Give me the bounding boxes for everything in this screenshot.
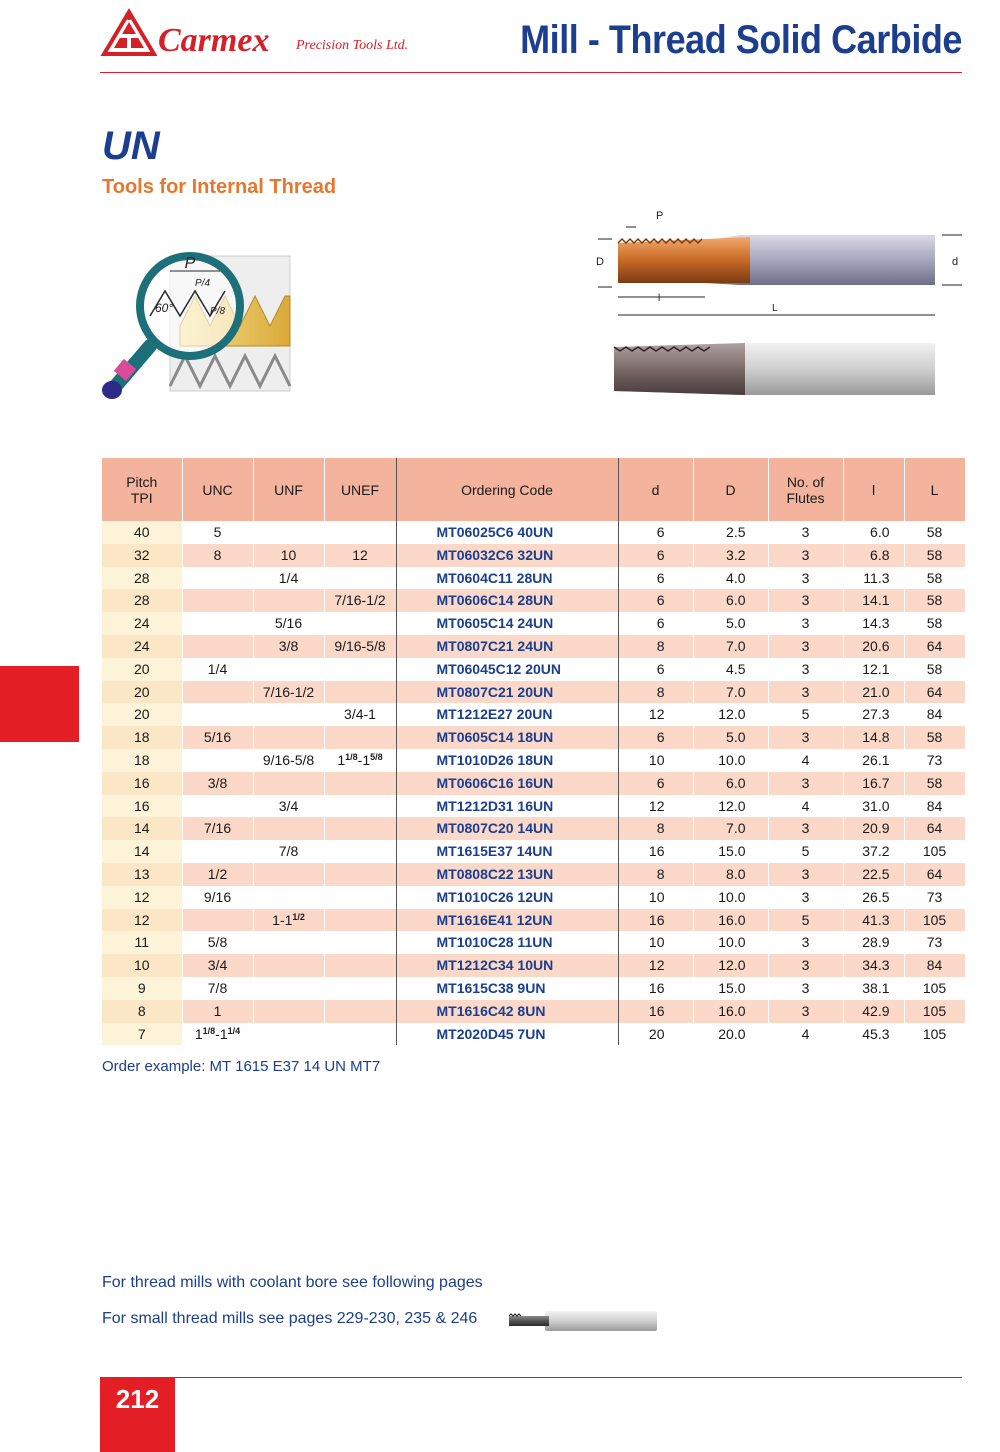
L-cell: 58 <box>904 589 965 612</box>
pitch-cell: 28 <box>102 589 182 612</box>
d-cell: 8 <box>618 635 693 658</box>
pitch-cell: 32 <box>102 544 182 567</box>
flutes-cell: 5 <box>768 703 843 726</box>
unc-cell: 1/4 <box>182 658 253 681</box>
table-row <box>102 726 965 749</box>
l-cell: 22.5 <box>843 863 904 886</box>
flutes-cell: 5 <box>768 840 843 863</box>
ordering-code-cell: MT06045C12 20UN <box>396 658 618 681</box>
flutes-cell: 3 <box>768 977 843 1000</box>
tool-L-label: L <box>772 303 778 314</box>
L-cell: 73 <box>904 749 965 772</box>
table-row <box>102 909 965 932</box>
unf-cell: $1-1^{1/2}$ <box>253 909 324 932</box>
eighth-pitch-label: P/8 <box>210 306 226 317</box>
table-header-row <box>102 458 965 521</box>
header-flutes: No. of Flutes <box>768 458 843 521</box>
D-cell: 12.0 <box>693 795 768 818</box>
unef-cell: 3/4-1 <box>324 703 396 726</box>
unc-cell <box>182 681 253 704</box>
table-row <box>102 931 965 954</box>
L-cell: 64 <box>904 863 965 886</box>
d-cell: 6 <box>618 521 693 544</box>
section-subtitle: Tools for Internal Thread <box>102 176 337 198</box>
angle-label: 60° <box>155 301 174 315</box>
unef-cell <box>324 612 396 635</box>
D-cell: 2.5 <box>693 521 768 544</box>
L-cell: 105 <box>904 909 965 932</box>
ordering-code-cell: MT06032C6 32UN <box>396 544 618 567</box>
unf-cell: 3/4 <box>253 795 324 818</box>
L-cell: 105 <box>904 840 965 863</box>
d-cell: 20 <box>618 1023 693 1046</box>
unef-cell <box>324 886 396 909</box>
pitch-cell: 24 <box>102 635 182 658</box>
L-cell: 64 <box>904 681 965 704</box>
ordering-code-cell: MT1616C42 8UN <box>396 1000 618 1023</box>
d-cell: 16 <box>618 840 693 863</box>
side-tab-marker <box>0 666 79 742</box>
page-number: 212 <box>100 1377 175 1452</box>
pitch-cell: 13 <box>102 863 182 886</box>
ordering-code-cell: MT1010D26 18UN <box>396 749 618 772</box>
L-cell: 58 <box>904 521 965 544</box>
ordering-code-cell: MT06025C6 40UN <box>396 521 618 544</box>
unf-cell <box>253 703 324 726</box>
ordering-code-cell: MT1212D31 16UN <box>396 795 618 818</box>
unf-cell <box>253 886 324 909</box>
unc-cell <box>182 749 253 772</box>
header-pitch: Pitch TPI <box>102 458 182 521</box>
unef-cell: $1^{1/8}-1^{5/8}$ <box>324 749 396 772</box>
flutes-cell: 3 <box>768 863 843 886</box>
unc-cell <box>182 612 253 635</box>
unc-cell: 1/2 <box>182 863 253 886</box>
l-cell: 16.7 <box>843 772 904 795</box>
ordering-code-cell: MT1616E41 12UN <box>396 909 618 932</box>
small-thread-mill-image <box>505 1308 660 1334</box>
D-cell: 6.0 <box>693 589 768 612</box>
flutes-cell: 3 <box>768 521 843 544</box>
ordering-code-cell: MT1615C38 9UN <box>396 977 618 1000</box>
D-cell: 7.0 <box>693 817 768 840</box>
carmex-logo-icon <box>100 8 158 64</box>
flutes-cell: 3 <box>768 726 843 749</box>
L-cell: 105 <box>904 977 965 1000</box>
d-cell: 8 <box>618 817 693 840</box>
l-cell: 26.1 <box>843 749 904 772</box>
L-cell: 58 <box>904 567 965 590</box>
pitch-cell: 7 <box>102 1023 182 1046</box>
page-title: Mill - Thread Solid Carbide <box>520 18 962 62</box>
unef-cell <box>324 931 396 954</box>
table-row <box>102 886 965 909</box>
unf-cell <box>253 726 324 749</box>
flutes-cell: 3 <box>768 1000 843 1023</box>
flutes-cell: 3 <box>768 772 843 795</box>
header-D: D <box>693 458 768 521</box>
unf-cell: 3/8 <box>253 635 324 658</box>
ordering-code-cell: MT0807C21 24UN <box>396 635 618 658</box>
pitch-cell: 12 <box>102 886 182 909</box>
l-cell: 14.1 <box>843 589 904 612</box>
pitch-cell: 20 <box>102 681 182 704</box>
unf-cell <box>253 817 324 840</box>
brand-name: Carmex <box>158 22 270 59</box>
L-cell: 84 <box>904 954 965 977</box>
D-cell: 8.0 <box>693 863 768 886</box>
unef-cell <box>324 567 396 590</box>
D-cell: 12.0 <box>693 703 768 726</box>
table-row <box>102 772 965 795</box>
L-cell: 58 <box>904 726 965 749</box>
flutes-cell: 3 <box>768 817 843 840</box>
brand-subtitle: Precision Tools Ltd. <box>296 38 409 53</box>
pitch-cell: 28 <box>102 567 182 590</box>
unf-cell <box>253 1023 324 1046</box>
l-cell: 12.1 <box>843 658 904 681</box>
unf-cell <box>253 954 324 977</box>
unc-cell: 5/8 <box>182 931 253 954</box>
table-row <box>102 1000 965 1023</box>
quarter-pitch-label: P/4 <box>195 278 211 289</box>
header-unef: UNEF <box>324 458 396 521</box>
table-row <box>102 703 965 726</box>
table-row <box>102 863 965 886</box>
pitch-cell: 14 <box>102 817 182 840</box>
unc-cell: 9/16 <box>182 886 253 909</box>
unc-cell: 7/16 <box>182 817 253 840</box>
d-cell: 10 <box>618 749 693 772</box>
d-cell: 6 <box>618 658 693 681</box>
unef-cell <box>324 726 396 749</box>
d-cell: 12 <box>618 795 693 818</box>
l-cell: 11.3 <box>843 567 904 590</box>
d-cell: 6 <box>618 589 693 612</box>
unf-cell <box>253 931 324 954</box>
d-cell: 16 <box>618 909 693 932</box>
unef-cell <box>324 817 396 840</box>
unc-cell: 8 <box>182 544 253 567</box>
table-row <box>102 817 965 840</box>
unf-cell <box>253 589 324 612</box>
brand-logo <box>100 8 430 64</box>
L-cell: 105 <box>904 1023 965 1046</box>
tool-d-label: d <box>952 256 959 268</box>
unf-cell: 10 <box>253 544 324 567</box>
unf-cell <box>253 863 324 886</box>
d-cell: 12 <box>618 954 693 977</box>
tool-p-label: P <box>656 210 664 222</box>
unc-cell: $1^{1/8}-1^{1/4}$ <box>182 1023 253 1046</box>
pitch-cell: 18 <box>102 726 182 749</box>
L-cell: 58 <box>904 544 965 567</box>
L-cell: 73 <box>904 886 965 909</box>
l-cell: 31.0 <box>843 795 904 818</box>
l-cell: 20.6 <box>843 635 904 658</box>
L-cell: 84 <box>904 703 965 726</box>
D-cell: 7.0 <box>693 635 768 658</box>
flutes-cell: 3 <box>768 589 843 612</box>
unc-cell: 3/4 <box>182 954 253 977</box>
table-row <box>102 567 965 590</box>
unef-cell <box>324 909 396 932</box>
section-title: UN <box>102 124 160 168</box>
table-row <box>102 840 965 863</box>
unef-cell: 7/16-1/2 <box>324 589 396 612</box>
d-cell: 6 <box>618 544 693 567</box>
D-cell: 16.0 <box>693 909 768 932</box>
tool-l-label: l <box>658 293 661 304</box>
l-cell: 38.1 <box>843 977 904 1000</box>
l-cell: 34.3 <box>843 954 904 977</box>
d-cell: 10 <box>618 931 693 954</box>
pitch-cell: 12 <box>102 909 182 932</box>
flutes-cell: 4 <box>768 749 843 772</box>
D-cell: 10.0 <box>693 931 768 954</box>
unc-cell: 7/8 <box>182 977 253 1000</box>
pitch-cell: 11 <box>102 931 182 954</box>
flutes-cell: 3 <box>768 886 843 909</box>
unf-cell: 9/16-5/8 <box>253 749 324 772</box>
d-cell: 6 <box>618 612 693 635</box>
d-cell: 12 <box>618 703 693 726</box>
unef-cell <box>324 521 396 544</box>
thread-profile-illustration <box>100 236 300 406</box>
L-cell: 58 <box>904 772 965 795</box>
pitch-cell: 16 <box>102 795 182 818</box>
table-row <box>102 954 965 977</box>
pitch-cell: 9 <box>102 977 182 1000</box>
flutes-cell: 3 <box>768 931 843 954</box>
D-cell: 10.0 <box>693 886 768 909</box>
unc-cell: 5 <box>182 521 253 544</box>
table-row <box>102 544 965 567</box>
ordering-code-cell: MT0604C11 28UN <box>396 567 618 590</box>
ordering-code-cell: MT1212C34 10UN <box>396 954 618 977</box>
D-cell: 16.0 <box>693 1000 768 1023</box>
D-cell: 15.0 <box>693 840 768 863</box>
ordering-code-cell: MT0606C14 28UN <box>396 589 618 612</box>
flutes-cell: 3 <box>768 658 843 681</box>
ordering-code-cell: MT1010C26 12UN <box>396 886 618 909</box>
pitch-cell: 16 <box>102 772 182 795</box>
L-cell: 64 <box>904 635 965 658</box>
unef-cell <box>324 681 396 704</box>
D-cell: 4.0 <box>693 567 768 590</box>
header-unc: UNC <box>182 458 253 521</box>
l-cell: 6.0 <box>843 521 904 544</box>
D-cell: 5.0 <box>693 726 768 749</box>
unef-cell <box>324 658 396 681</box>
unef-cell <box>324 795 396 818</box>
ordering-code-cell: MT0807C21 20UN <box>396 681 618 704</box>
L-cell: 73 <box>904 931 965 954</box>
flutes-cell: 3 <box>768 567 843 590</box>
l-cell: 28.9 <box>843 931 904 954</box>
header-unf: UNF <box>253 458 324 521</box>
pitch-cell: 18 <box>102 749 182 772</box>
ordering-code-cell: MT1615E37 14UN <box>396 840 618 863</box>
flutes-cell: 5 <box>768 909 843 932</box>
tool-dimension-illustration <box>590 205 970 405</box>
unf-cell: 1/4 <box>253 567 324 590</box>
ordering-code-cell: MT1010C28 11UN <box>396 931 618 954</box>
table-row <box>102 795 965 818</box>
pitch-cell: 40 <box>102 521 182 544</box>
unc-cell <box>182 567 253 590</box>
unf-cell <box>253 772 324 795</box>
unef-cell: 12 <box>324 544 396 567</box>
ordering-code-cell: MT0605C14 18UN <box>396 726 618 749</box>
unc-cell <box>182 703 253 726</box>
pitch-label: P <box>184 255 196 272</box>
l-cell: 27.3 <box>843 703 904 726</box>
flutes-cell: 3 <box>768 635 843 658</box>
flutes-cell: 3 <box>768 544 843 567</box>
unf-cell <box>253 1000 324 1023</box>
flutes-cell: 4 <box>768 795 843 818</box>
unc-cell <box>182 635 253 658</box>
unc-cell <box>182 589 253 612</box>
unef-cell <box>324 772 396 795</box>
table-row <box>102 658 965 681</box>
table-row <box>102 521 965 544</box>
d-cell: 8 <box>618 681 693 704</box>
l-cell: 14.3 <box>843 612 904 635</box>
footer-divider <box>175 1377 962 1378</box>
unf-cell: 5/16 <box>253 612 324 635</box>
D-cell: 20.0 <box>693 1023 768 1046</box>
table-row <box>102 635 965 658</box>
table-row <box>102 977 965 1000</box>
table-row <box>102 681 965 704</box>
header-ordering-code: Ordering Code <box>396 458 618 521</box>
D-cell: 5.0 <box>693 612 768 635</box>
header-l: l <box>843 458 904 521</box>
d-cell: 10 <box>618 886 693 909</box>
unf-cell <box>253 658 324 681</box>
header-d: d <box>618 458 693 521</box>
ordering-code-cell: MT2020D45 7UN <box>396 1023 618 1046</box>
l-cell: 42.9 <box>843 1000 904 1023</box>
header-L: L <box>904 458 965 521</box>
D-cell: 10.0 <box>693 749 768 772</box>
ordering-code-cell: MT0605C14 24UN <box>396 612 618 635</box>
d-cell: 6 <box>618 726 693 749</box>
small-mills-note: For small thread mills see pages 229-230, 235 & 246 <box>102 1310 478 1327</box>
pitch-cell: 10 <box>102 954 182 977</box>
unef-cell <box>324 977 396 1000</box>
unef-cell <box>324 954 396 977</box>
d-cell: 16 <box>618 977 693 1000</box>
l-cell: 21.0 <box>843 681 904 704</box>
l-cell: 6.8 <box>843 544 904 567</box>
L-cell: 58 <box>904 658 965 681</box>
table-row <box>102 589 965 612</box>
coolant-note: For thread mills with coolant bore see following pages <box>102 1274 483 1291</box>
flutes-cell: 3 <box>768 612 843 635</box>
l-cell: 20.9 <box>843 817 904 840</box>
D-cell: 12.0 <box>693 954 768 977</box>
d-cell: 16 <box>618 1000 693 1023</box>
l-cell: 26.5 <box>843 886 904 909</box>
pitch-cell: 20 <box>102 703 182 726</box>
unc-cell <box>182 795 253 818</box>
unc-cell <box>182 909 253 932</box>
unef-cell <box>324 1000 396 1023</box>
order-example: Order example: MT 1615 E37 14 UN MT7 <box>102 1058 381 1075</box>
unf-cell: 7/8 <box>253 840 324 863</box>
header-divider <box>100 72 962 73</box>
L-cell: 105 <box>904 1000 965 1023</box>
unef-cell: 9/16-5/8 <box>324 635 396 658</box>
unf-cell: 7/16-1/2 <box>253 681 324 704</box>
table-row <box>102 612 965 635</box>
D-cell: 6.0 <box>693 772 768 795</box>
ordering-code-cell: MT0606C16 16UN <box>396 772 618 795</box>
flutes-cell: 3 <box>768 954 843 977</box>
unc-cell: 1 <box>182 1000 253 1023</box>
ordering-code-cell: MT0808C22 13UN <box>396 863 618 886</box>
d-cell: 6 <box>618 772 693 795</box>
unef-cell <box>324 1023 396 1046</box>
unc-cell <box>182 840 253 863</box>
table-row <box>102 1023 965 1046</box>
pitch-cell: 8 <box>102 1000 182 1023</box>
unc-cell: 3/8 <box>182 772 253 795</box>
l-cell: 41.3 <box>843 909 904 932</box>
D-cell: 3.2 <box>693 544 768 567</box>
ordering-code-cell: MT0807C20 14UN <box>396 817 618 840</box>
flutes-cell: 4 <box>768 1023 843 1046</box>
tool-D-label: D <box>596 256 604 268</box>
D-cell: 7.0 <box>693 681 768 704</box>
unef-cell <box>324 863 396 886</box>
l-cell: 37.2 <box>843 840 904 863</box>
flutes-cell: 3 <box>768 681 843 704</box>
pitch-cell: 24 <box>102 612 182 635</box>
D-cell: 4.5 <box>693 658 768 681</box>
L-cell: 84 <box>904 795 965 818</box>
pitch-cell: 20 <box>102 658 182 681</box>
table-row <box>102 749 965 772</box>
pitch-cell: 14 <box>102 840 182 863</box>
D-cell: 15.0 <box>693 977 768 1000</box>
L-cell: 58 <box>904 612 965 635</box>
l-cell: 45.3 <box>843 1023 904 1046</box>
ordering-code-cell: MT1212E27 20UN <box>396 703 618 726</box>
unc-cell: 5/16 <box>182 726 253 749</box>
d-cell: 8 <box>618 863 693 886</box>
l-cell: 14.8 <box>843 726 904 749</box>
unef-cell <box>324 840 396 863</box>
unf-cell <box>253 521 324 544</box>
spec-table <box>102 458 966 1045</box>
unf-cell <box>253 977 324 1000</box>
d-cell: 6 <box>618 567 693 590</box>
L-cell: 64 <box>904 817 965 840</box>
